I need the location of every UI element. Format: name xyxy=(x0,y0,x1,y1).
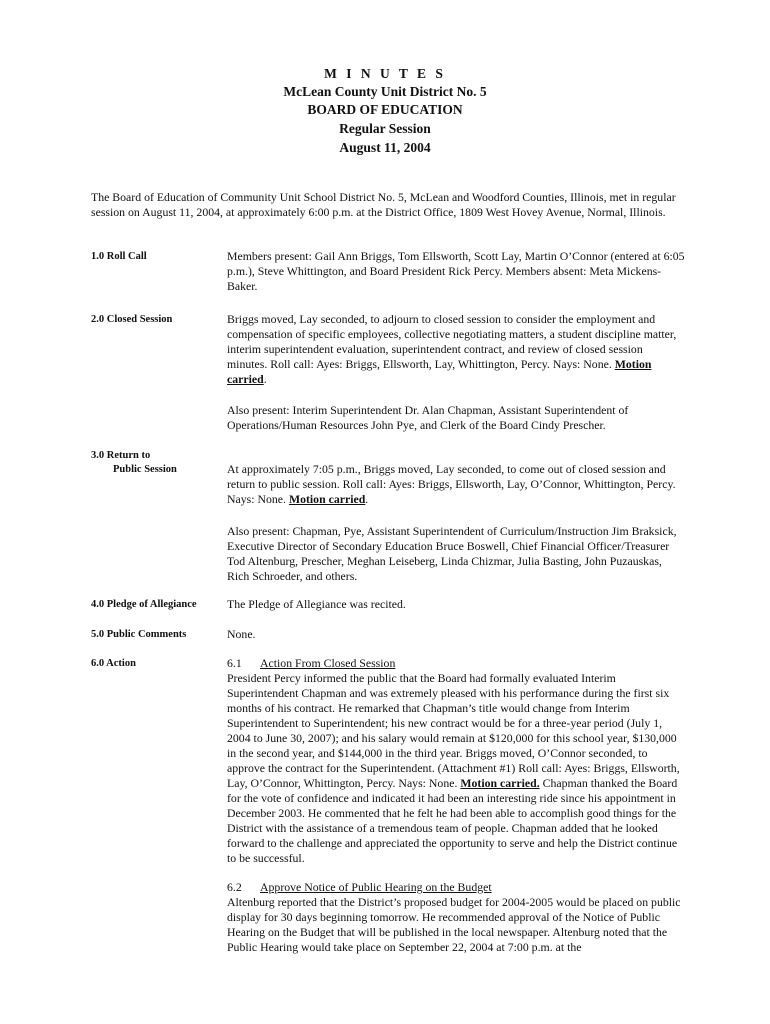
action-6-1-title: Action From Closed Session xyxy=(260,656,396,670)
document-title: M I N U T E S xyxy=(324,66,446,81)
action-item-6-2 xyxy=(227,880,685,955)
board-name: BOARD OF EDUCATION xyxy=(307,102,463,117)
district-name: McLean County Unit District No. 5 xyxy=(283,84,487,99)
intro-paragraph: The Board of Education of Community Unit School District No. 5, McLean and Woodford Counties, Illinois, met in regular session on August 11, 2004, at approximately 6:00 p.m. at the District Office, 1809 West Hovey Avenue, Normal, Illinois. xyxy=(91,190,676,219)
roll-call-text: Members present: Gail Ann Briggs, Tom Ellsworth, Scott Lay, Martin O’Connor (entered at 6:05 p.m.), Steve Whittington, and Board President Rick Percy. Members absent: Meta Mickens-Baker. xyxy=(227,249,685,293)
section-label-roll-call: 1.0 Roll Call xyxy=(91,251,147,262)
closed-session-motion: Motion carried xyxy=(227,357,652,386)
return-public-label-line2: Public Session xyxy=(113,464,177,475)
return-public-also-present: Also present: Chapman, Pye, Assistant Superintendent of Curriculum/Instruction Jim Braksick, Executive Director of Secondary Education Bruce Boswell, Chief Financial Officer/Treasurer Tod Altenburg, Prescher, Meghan Leiseberg, Linda Chizmar, Julia Basting, John Puzauskas, Rich Schroeder, and others. xyxy=(227,524,677,583)
meeting-date: August 11, 2004 xyxy=(339,140,431,155)
action-6-2-heading xyxy=(227,880,685,895)
section-label-public-comments: 5.0 Public Comments xyxy=(91,629,187,640)
action-6-1-motion: Motion carried. xyxy=(460,776,540,790)
action-6-1-body-2: Chapman thanked the Board for the vote of confidence and indicated it had been an interesting ride since his appointment in December 2003. He commented that he felt he had been able to accomplish good things for the District with the assistance of a tremendous team of people. Chapman added that he looked forward to the challenge and appreciated the opportunity to serve and help the District continue to be successful. xyxy=(227,776,678,865)
action-6-2-number: 6.2 xyxy=(227,880,242,894)
closed-session-also-present: Also present: Interim Superintendent Dr. Alan Chapman, Assistant Superintendent of Operations/Human Resources John Pye, and Clerk of the Board Cindy Prescher. xyxy=(227,403,629,432)
action-6-1-number: 6.1 xyxy=(227,656,242,670)
return-public-label-line1: 3.0 Return to xyxy=(91,450,151,461)
section-label-return-public xyxy=(91,449,221,477)
closed-session-text: Briggs moved, Lay seconded, to adjourn to closed session to consider the employment and compensation of specific employees, collective negotiating matters, a student discipline matter, interim superintendent evaluation, superintendent contract, and review of closed session minutes. Roll call: Ayes: Briggs, Ellsworth, Lay, Whittington, Percy. Nays: None. Motion carried. xyxy=(227,312,677,386)
action-6-2-body: Altenburg reported that the District’s proposed budget for 2004-2005 would be placed on public display for 30 days beginning tomorrow. He recommended approval of the Notice of Public Hearing on the Budget that will be published in the local newspaper. Altenburg noted that the Public Hearing would take place on September 22, 2004 at 7:00 p.m. at the xyxy=(227,895,681,954)
section-label-closed-session: 2.0 Closed Session xyxy=(91,314,173,325)
public-comments-text: None. xyxy=(227,627,256,641)
session-type: Regular Session xyxy=(339,121,431,136)
closed-session-body: Briggs moved, Lay seconded, to adjourn to closed session to consider the employment and compensation of specific employees, collective negotiating matters, a student discipline matter, interim superintendent evaluation, superintendent contract, and review of closed session minutes. Roll call: Ayes: Briggs, Ellsworth, Lay, Whittington, Percy. Nays: None. xyxy=(227,312,677,371)
action-6-2-title: Approve Notice of Public Hearing on the Budget xyxy=(260,880,492,894)
return-public-motion: Motion carried xyxy=(288,492,366,506)
section-label-action: 6.0 Action xyxy=(91,658,136,669)
action-6-1-body: President Percy informed the public that the Board had formally evaluated Interim Superintendent Chapman and was extremely pleased with his performance during the first six months of his contract. He remarked that Chapman’s title would change from Interim Superintendent to Superintendent; his new contract would be for a three-year period (July 1, 2004 to June 30, 2007); and his salary would remain at $120,000 for this school year, $130,000 in the second year, and $144,000 in the third year. Briggs moved, O’Connor seconded, to approve the contract for the Superintendent. (Attachment #1) Roll call: Ayes: Briggs, Ellsworth, Lay, O’Connor, Whittington, Percy. Nays: None. xyxy=(227,671,680,790)
return-public-body: At approximately 7:05 p.m., Briggs moved, Lay seconded, to come out of closed session and return to public session. Roll call: Ayes: Briggs, Ellsworth, Lay, O’Connor, Whittington, Percy. Nays: None. xyxy=(227,462,676,506)
pledge-text: The Pledge of Allegiance was recited. xyxy=(227,597,406,611)
section-label-pledge: 4.0 Pledge of Allegiance xyxy=(91,599,197,610)
return-public-text: At approximately 7:05 p.m., Briggs moved, Lay seconded, to come out of closed session and return to public session. Roll call: Ayes: Briggs, Ellsworth, Lay, O’Connor, Whittington, Percy. Nays: None. Motion carried. xyxy=(227,462,676,506)
action-item-6-1 xyxy=(227,656,685,866)
action-6-1-heading xyxy=(227,656,685,671)
